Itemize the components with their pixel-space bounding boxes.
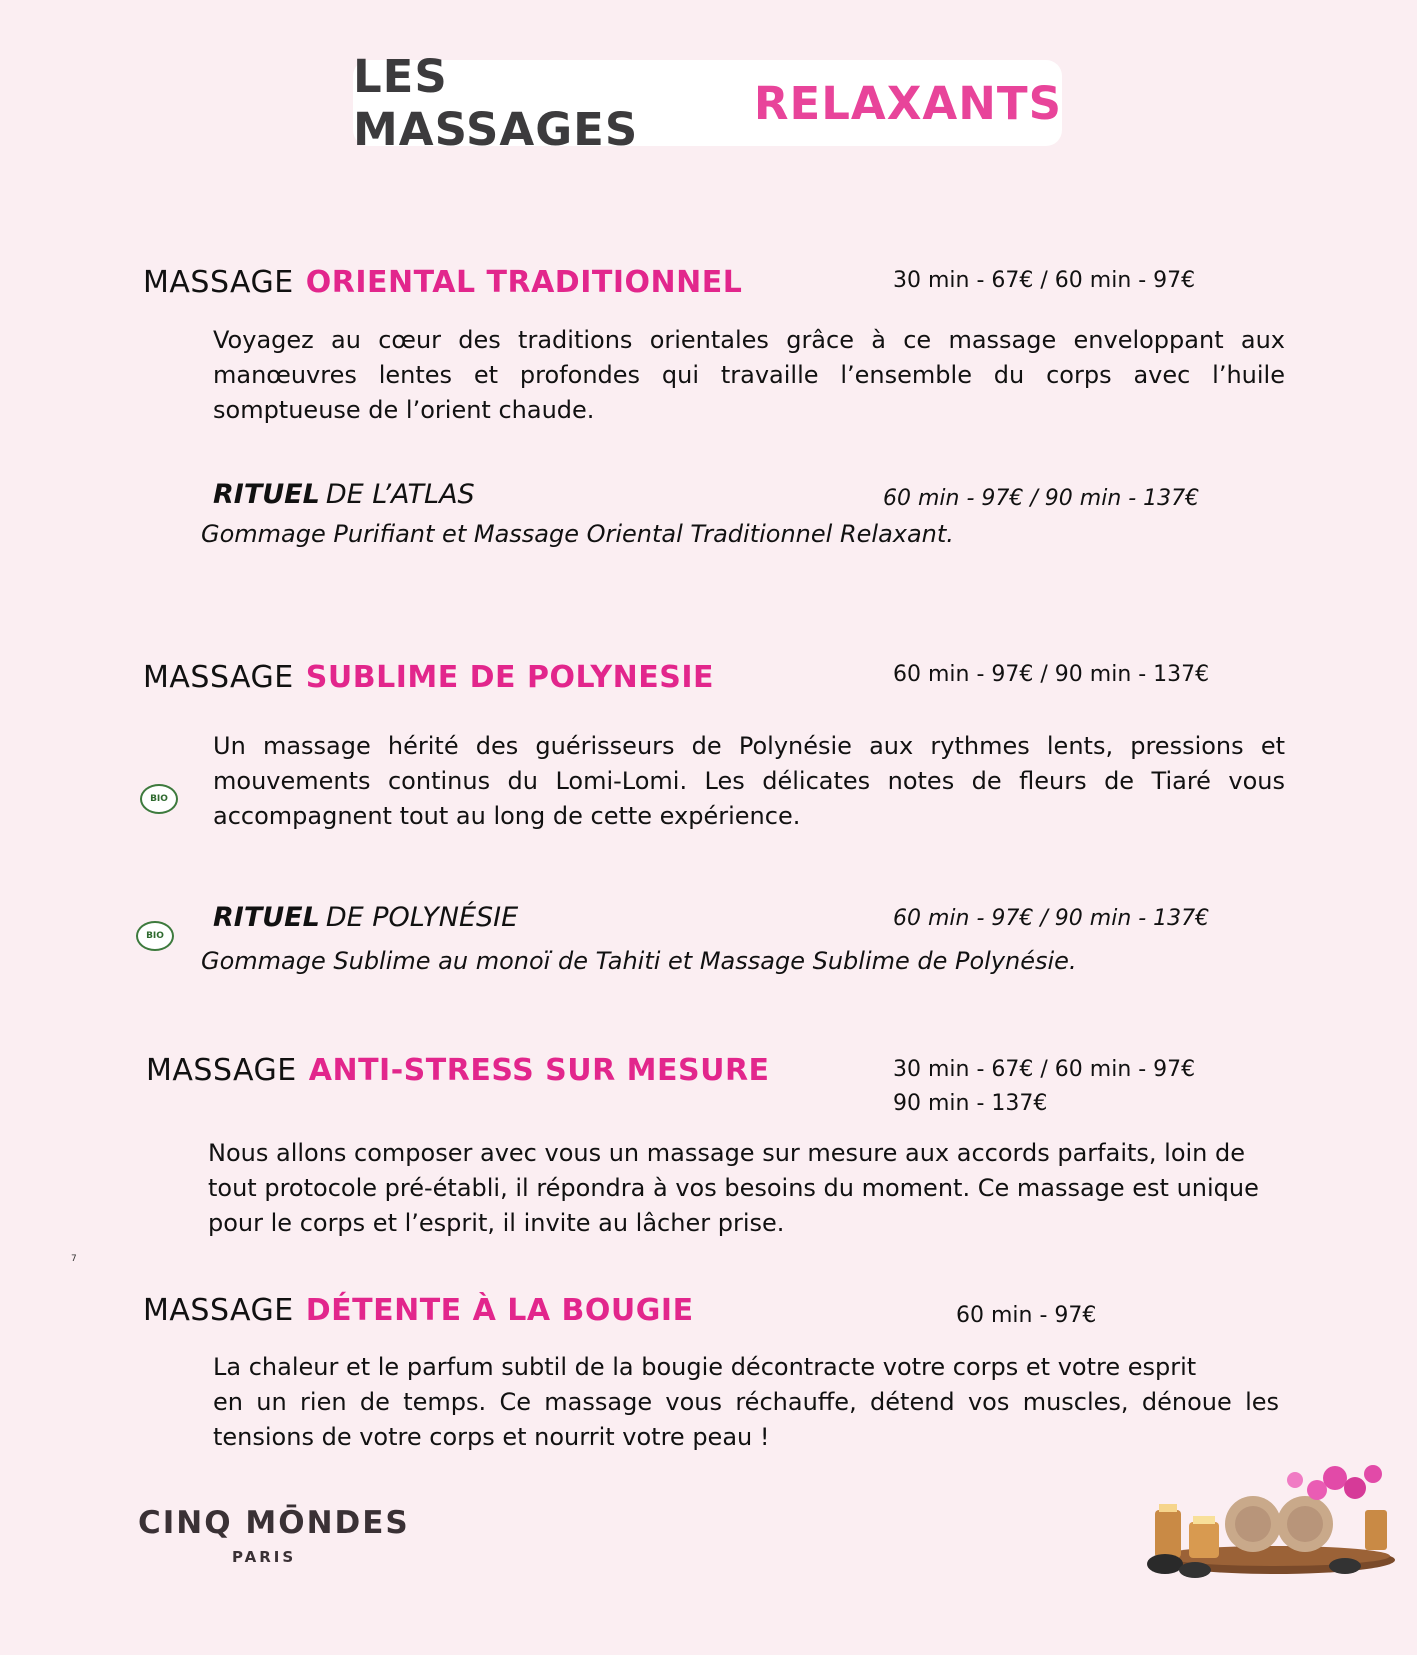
section-title-oriental: MASSAGE ORIENTAL TRADITIONNEL (143, 265, 743, 300)
description-ritual-atlas: Gommage Purifiant et Massage Oriental Traditionnel Relaxant. (201, 520, 954, 548)
ritual-title-polynesie: RITUEL DE POLYNÉSIE (213, 902, 519, 933)
section-title-anti-stress: MASSAGE ANTI-STRESS SUR MESURE (146, 1053, 770, 1088)
price-polynesie: 60 min - 97€ / 90 min - 137€ (893, 662, 1210, 687)
description-anti-stress: Nous allons composer avec vous un massage sur mesure aux accords parfaits, loin de tout protocole pré-établi, il répondra à vos besoins du moment. Ce massage est unique pour le corps et l’esprit, il invite au lâcher prise. (208, 1139, 1259, 1237)
section-title-polynesie: MASSAGE SUBLIME DE POLYNESIE (143, 660, 715, 695)
brand-logo-sub: PARIS (232, 1548, 297, 1566)
description-bougie-rest: en un rien de temps. Ce massage vous réchauffe, détend vos muscles, dénoue les tensions de votre corps et nourrit votre peau ! (213, 1388, 1279, 1451)
description-ritual-polynesie: Gommage Sublime au monoï de Tahiti et Massage Sublime de Polynésie. (201, 947, 1077, 975)
bio-badge-icon: BIO (140, 784, 178, 814)
description-polynesie: Un massage hérité des guérisseurs de Polynésie aux rythmes lents, pressions et mouvements continus du Lomi-Lomi. Les délicates notes de fleurs de Tiaré vous accompagnent tout au long de cette expérience. (213, 732, 1285, 830)
spa-candles-towels-image (1145, 1460, 1395, 1580)
price-bougie: 60 min - 97€ (956, 1303, 1097, 1328)
page-title (353, 50, 1062, 156)
page-title-dark: LES MASSAGES (353, 50, 639, 156)
section-title-bougie: MASSAGE DÉTENTE À LA BOUGIE (143, 1293, 694, 1328)
price-ritual-atlas: 60 min - 97€ / 90 min - 137€ (883, 486, 1200, 511)
price-anti-stress-line1: 30 min - 67€ / 60 min - 97€ (893, 1057, 1196, 1082)
description-bougie-line1: La chaleur et le parfum subtil de la bougie décontracte votre corps et votre esprit (213, 1353, 1197, 1381)
description-oriental: Voyagez au cœur des traditions orientales grâce à ce massage enveloppant aux manœuvres lentes et profondes qui travaille l’ensemble du corps avec l’huile somptueuse de l’orient chaude. (213, 326, 1285, 424)
price-oriental: 30 min - 67€ / 60 min - 97€ (893, 268, 1196, 293)
page-number: 7 (71, 1254, 77, 1264)
price-anti-stress-line2: 90 min - 137€ (893, 1091, 1048, 1116)
page-title-pink: RELAXANTS (753, 76, 1062, 130)
price-ritual-polynesie: 60 min - 97€ / 90 min - 137€ (893, 906, 1210, 931)
ritual-title-atlas: RITUEL DE L’ATLAS (213, 479, 475, 510)
brand-logo: CINQ MŌNDES (138, 1505, 410, 1541)
bio-badge-icon: BIO (136, 921, 174, 951)
